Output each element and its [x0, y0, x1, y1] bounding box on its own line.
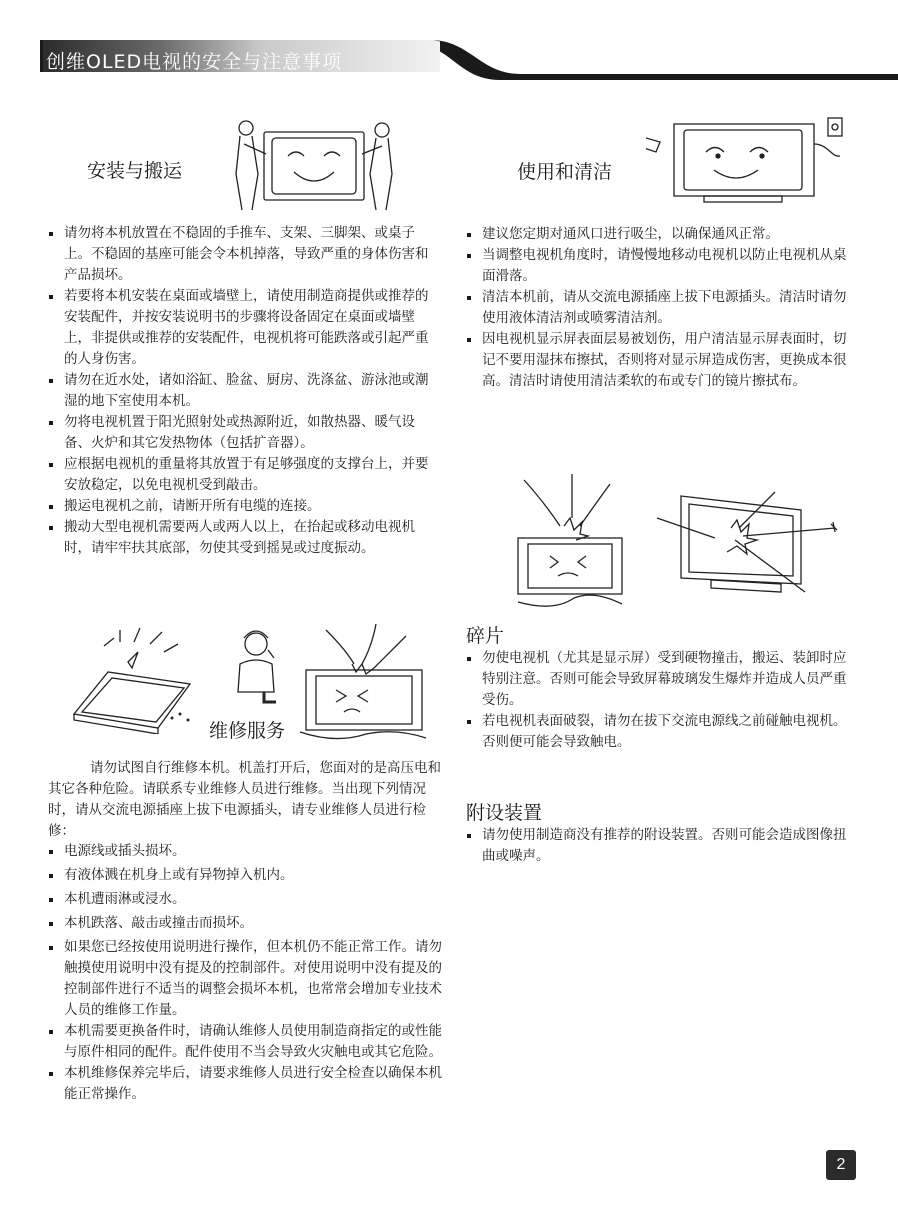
arrow-icon — [262, 690, 280, 706]
list-item: 建议您定期对通风口进行吸尘，以确保通风正常。 — [466, 224, 858, 245]
tv-cleaning-illustration — [646, 112, 852, 204]
clean-section-title: 使用和清洁 — [517, 161, 613, 183]
tv-shatter-illustration — [655, 488, 845, 606]
tv-carrying-illustration — [230, 114, 398, 212]
accessory-list — [466, 825, 858, 867]
list-item: 搬运电视机之前，请断开所有电缆的连接。 — [48, 496, 436, 517]
list-item: 当调整电视机角度时，请慢慢地移动电视机以防止电视机从桌面滑落。 — [466, 245, 858, 287]
repair-intro: 请勿试图自行维修本机。机盖打开后，您面对的是高压电和其它各种危险。请联系专业维修人员进行维修。当出现下列情况时，请从交流电源插座上拔下电源插头，请专业维修人员进行检修： — [48, 760, 441, 839]
list-item: 勿使电视机（尤其是显示屏）受到硬物撞击，搬运、装卸时应特别注意。否则可能会导致屏幕玻璃发生爆炸并造成人员严重受伤。 — [466, 648, 858, 711]
page-header — [0, 38, 898, 80]
list-item: 有液体溅在机身上或有异物掉入机内。 — [48, 865, 444, 886]
technician-illustration — [232, 624, 280, 694]
clean-list — [466, 224, 858, 392]
page-title: 创维OLED电视的安全与注意事项 — [46, 51, 343, 73]
install-section-title: 安装与搬运 — [87, 160, 183, 182]
list-item: 本机跌落、敲击或撞击而损坏。 — [48, 913, 444, 934]
debris-section-title: 碎片 — [466, 625, 505, 647]
repair-list — [48, 841, 444, 1105]
opened-tv-illustration — [68, 622, 208, 734]
tv-impact-illustration — [514, 472, 628, 612]
list-item: 本机需要更换备件时，请确认维修人员使用制造商指定的或性能与原件相同的配件。配件使用不当会导致火灾触电或其它危险。 — [48, 1021, 444, 1063]
list-item: 搬动大型电视机需要两人或两人以上，在抬起或移动电视机时，请牢牢扶其底部，勿使其受到摇晃或过度振动。 — [48, 517, 436, 559]
list-item: 电源线或插头损坏。 — [48, 841, 444, 862]
accessory-section-title: 附设装置 — [466, 802, 543, 824]
list-item: 清洁本机前，请从交流电源插座上拔下电源插头。清洁时请勿使用液体清洁剂或喷雾清洁剂。 — [466, 287, 858, 329]
debris-list — [466, 648, 858, 753]
repair-section-title: 维修服务 — [209, 720, 286, 742]
list-item: 因电视机显示屏表面层易被划伤，用户清洁显示屏表面时，切记不要用湿抹布擦拭，否则将对显示屏造成伤害，更换成本很高。清洁时请使用清洁柔软的布或专门的镜片擦拭布。 — [466, 329, 858, 392]
list-item: 若要将本机安装在桌面或墙壁上，请使用制造商提供或推荐的安装配件，并按安装说明书的步骤将设备固定在桌面或墙壁上，非提供或推荐的安装配件，电视机将可能跌落或引起严重的人身伤害。 — [48, 286, 436, 370]
broken-tv-small-illustration — [296, 620, 436, 744]
list-item: 应根据电视机的重量将其放置于有足够强度的支撑台上，并要安放稳定，以免电视机受到敲击。 — [48, 454, 436, 496]
list-item: 若电视机表面破裂，请勿在拔下交流电源线之前碰触电视机。否则便可能会导致触电。 — [466, 711, 858, 753]
list-item: 勿将电视机置于阳光照射处或热源附近，如散热器、暖气设备、火炉和其它发热物体（包括扩音器）。 — [48, 412, 436, 454]
page-number: 2 — [826, 1150, 856, 1180]
list-item: 请勿在近水处，诸如浴缸、脸盆、厨房、洗涤盆、游泳池或潮湿的地下室使用本机。 — [48, 370, 436, 412]
list-item: 本机遭雨淋或浸水。 — [48, 889, 444, 910]
list-item: 如果您已经按使用说明进行操作，但本机仍不能正常工作。请勿触摸使用说明中没有提及的控制部件。对使用说明中没有提及的控制部件进行不适当的调整会损坏本机，也常常会增加专业技术人员的维修工作量。 — [48, 937, 444, 1021]
list-item: 本机维修保养完毕后，请要求维修人员进行安全检查以确保本机能正常操作。 — [48, 1063, 444, 1105]
list-item: 请勿将本机放置在不稳固的手推车、支架、三脚架、或桌子上。不稳固的基座可能会令本机掉落，导致严重的身体伤害和产品损坏。 — [48, 223, 436, 286]
install-list — [48, 223, 436, 559]
list-item: 请勿使用制造商没有推荐的附设装置。否则可能会造成图像扭曲或噪声。 — [466, 825, 858, 867]
